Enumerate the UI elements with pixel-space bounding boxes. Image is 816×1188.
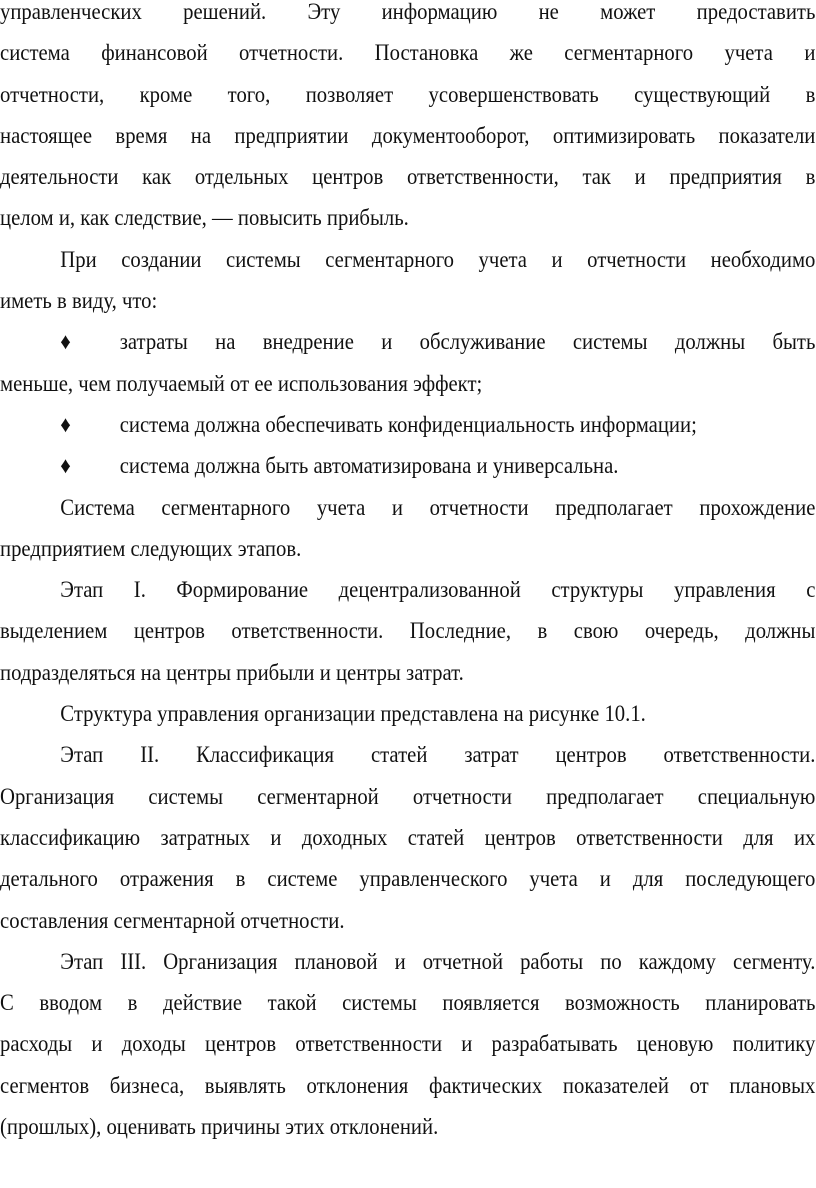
text-line: При создании системы сегментарного учета и отчетности необходимо <box>60 246 816 272</box>
text-line: управленческих решений. Эту информацию не может предоставить <box>0 0 816 24</box>
text-line: выделением центров ответственности. Последние, в свою очередь, должны <box>0 618 816 644</box>
line <box>0 487 815 528</box>
line <box>0 115 815 156</box>
text-line: подразделяться на центры прибыли и центры затрат. <box>0 659 464 685</box>
text-line: иметь в виду, что: <box>0 288 158 314</box>
text-line: Этап I. Формирование децентрализованной структуры управления с <box>60 577 816 603</box>
bullet-item <box>0 321 815 404</box>
line <box>0 776 815 817</box>
line <box>0 528 815 569</box>
line <box>0 239 815 280</box>
text-line: детального отражения в системе управленческого учета и для последующего <box>0 866 816 892</box>
text-line: Организация системы сегментарной отчетности предполагает специальную <box>0 783 816 809</box>
line <box>0 693 815 734</box>
bullet-item <box>0 445 815 486</box>
line <box>0 610 815 651</box>
text-line: деятельности как отдельных центров ответственности, так и предприятия в <box>0 164 816 190</box>
text-line: Система сегментарного учета и отчетности предполагает прохождение <box>60 494 816 520</box>
line <box>0 941 815 982</box>
line <box>0 569 815 610</box>
bullet-diamond-icon: ♦ <box>60 453 71 479</box>
text-line: Этап III. Организация плановой и отчетной работы по каждому сегменту. <box>60 948 816 974</box>
paragraph <box>0 693 815 734</box>
paragraph <box>0 734 815 940</box>
line <box>0 1023 815 1064</box>
line <box>0 404 815 445</box>
text-line: система должна быть автоматизирована и универсальна. <box>119 453 619 479</box>
text-line: настоящее время на предприятии документооборот, оптимизировать показатели <box>0 122 816 148</box>
text-line: отчетности, кроме того, позволяет усовершенствовать существующий в <box>0 81 816 107</box>
line <box>0 280 815 321</box>
paragraph <box>0 487 815 570</box>
text-line: Этап II. Классификация статей затрат центров ответственности. <box>60 742 816 768</box>
text-line: расходы и доходы центров ответственности и разрабатывать ценовую политику <box>0 1031 816 1057</box>
line <box>0 1106 815 1147</box>
text-line: система должна обеспечивать конфиденциальность информации; <box>119 411 697 437</box>
text-line: С вводом в действие такой системы появляется возможность планировать <box>0 990 816 1016</box>
bullet-diamond-icon: ♦ <box>60 329 71 355</box>
text-line: меньше, чем получаемый от ее использования эффект; <box>0 370 483 396</box>
paragraph <box>0 239 815 322</box>
line <box>0 1065 815 1106</box>
text-line: сегментов бизнеса, выявлять отклонения фактических показателей от плановых <box>0 1072 816 1098</box>
paragraph <box>0 569 815 693</box>
line <box>0 363 815 404</box>
paragraph <box>0 0 815 239</box>
text-line: (прошлых), оценивать причины этих отклонений. <box>0 1114 439 1140</box>
line <box>0 652 815 693</box>
line <box>0 900 815 941</box>
text-line: Структура управления организации представлена на рисунке 10.1. <box>60 701 646 727</box>
line <box>0 32 815 73</box>
text-line: составления сегментарной отчетности. <box>0 907 345 933</box>
text-line: система финансовой отчетности. Постановка же сегментарного учета и <box>0 40 816 66</box>
line <box>0 817 815 858</box>
line <box>0 321 815 362</box>
text-line: классификацию затратных и доходных статей центров ответственности для их <box>0 824 816 850</box>
line <box>0 0 815 32</box>
line <box>0 156 815 197</box>
text-line: затраты на внедрение и обслуживание системы должны быть <box>119 329 816 355</box>
bullet-item <box>0 404 815 445</box>
text-line: предприятием следующих этапов. <box>0 535 302 561</box>
paragraph <box>0 941 815 1147</box>
line <box>0 858 815 899</box>
line <box>0 74 815 115</box>
line <box>0 734 815 775</box>
bullet-diamond-icon: ♦ <box>60 411 71 437</box>
line <box>0 982 815 1023</box>
text-line: целом и, как следствие, — повысить прибыль. <box>0 205 409 231</box>
line <box>0 445 815 486</box>
line <box>0 197 815 238</box>
